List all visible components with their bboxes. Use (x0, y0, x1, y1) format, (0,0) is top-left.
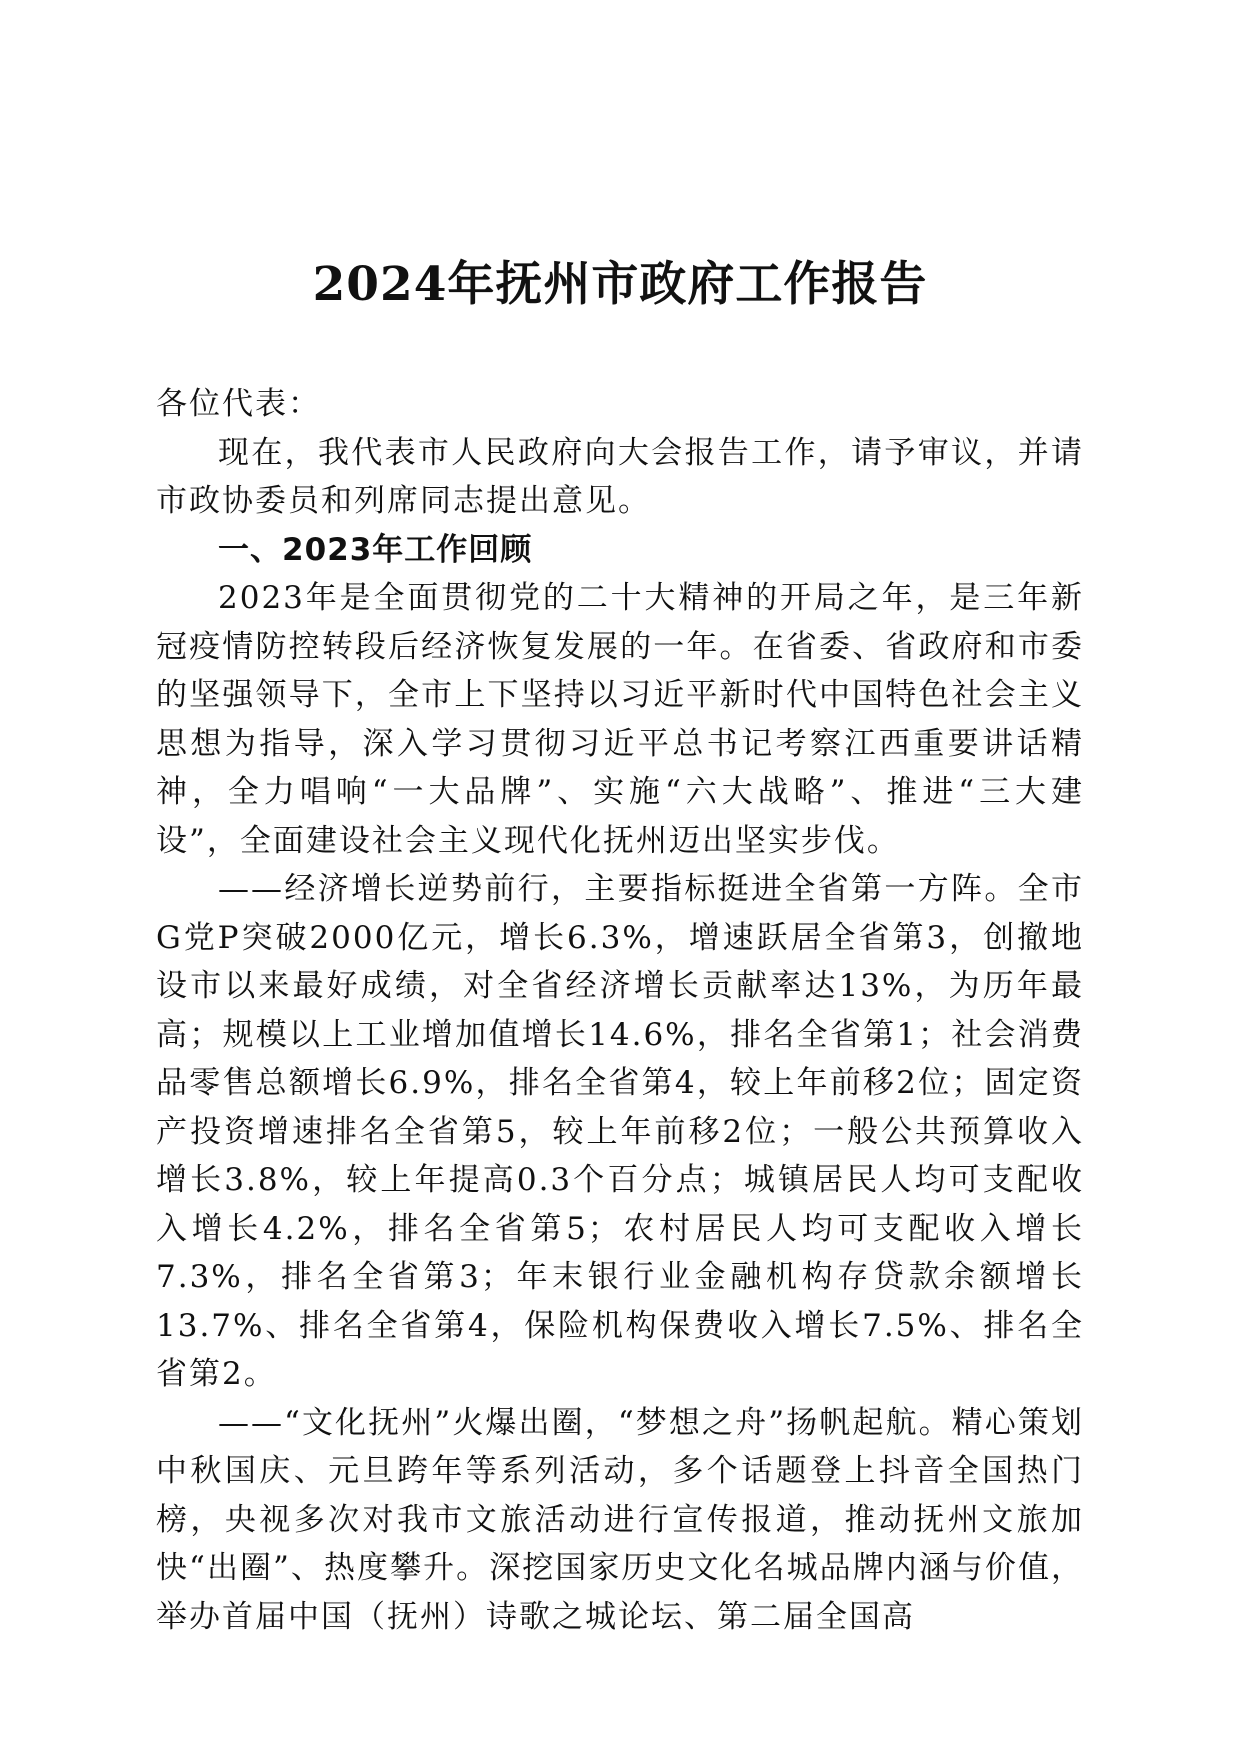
paragraph-intro: 现在，我代表市人民政府向大会报告工作，请予审议，并请市政协委员和列席同志提出意见。 (156, 434, 1084, 519)
salutation: 各位代表： (156, 386, 321, 422)
section-heading: 一、2023年工作回顾 (218, 531, 533, 568)
document-title: 2024年抚州市政府工作报告 (312, 257, 928, 312)
document-body (156, 380, 1084, 1641)
paragraph-culture: ——“文化抚州”火爆出圈，“梦想之舟”扬帆起航。精心策划中秋国庆、元旦跨年等系列活动，多个话题登上抖音全国热门榜，央视多次对我市文旅活动进行宣传报道，推动抚州文旅加快“出圈”、热度攀升。深挖国家历史文化名城品牌内涵与价值，举办首届中国（抚州）诗歌之城论坛、第二届全国高 (156, 1404, 1084, 1635)
paragraph-overview: 2023年是全面贯彻党的二十大精神的开局之年，是三年新冠疫情防控转段后经济恢复发展的一年。在省委、省政府和市委的坚强领导下，全市上下坚持以习近平新时代中国特色社会主义思想为指导，深入学习贯彻习近平总书记考察江西重要讲话精神，全力唱响“一大品牌”、实施“六大战略”、推进“三大建设”，全面建设社会主义现代化抚州迈出坚实步伐。 (156, 580, 1084, 859)
paragraph-economy: ——经济增长逆势前行，主要指标挺进全省第一方阵。全市G党P突破2000亿元，增长6.3%，增速跃居全省第3，创撤地设市以来最好成绩，对全省经济增长贡献率达13%，为历年最高；规模以上工业增加值增长14.6%，排名全省第1；社会消费品零售总额增长6.9%，排名全省第4，较上年前移2位；固定资产投资增速排名全省第5，较上年前移2位；一般公共预算收入增长3.8%，较上年提高0.3个百分点；城镇居民人均可支配收入增长4.2%，排名全省第5；农村居民人均可支配收入增长7.3%，排名全省第3；年末银行业金融机构存贷款余额增长13.7%、排名全省第4，保险机构保费收入增长7.5%、排名全省第2。 (156, 871, 1084, 1392)
